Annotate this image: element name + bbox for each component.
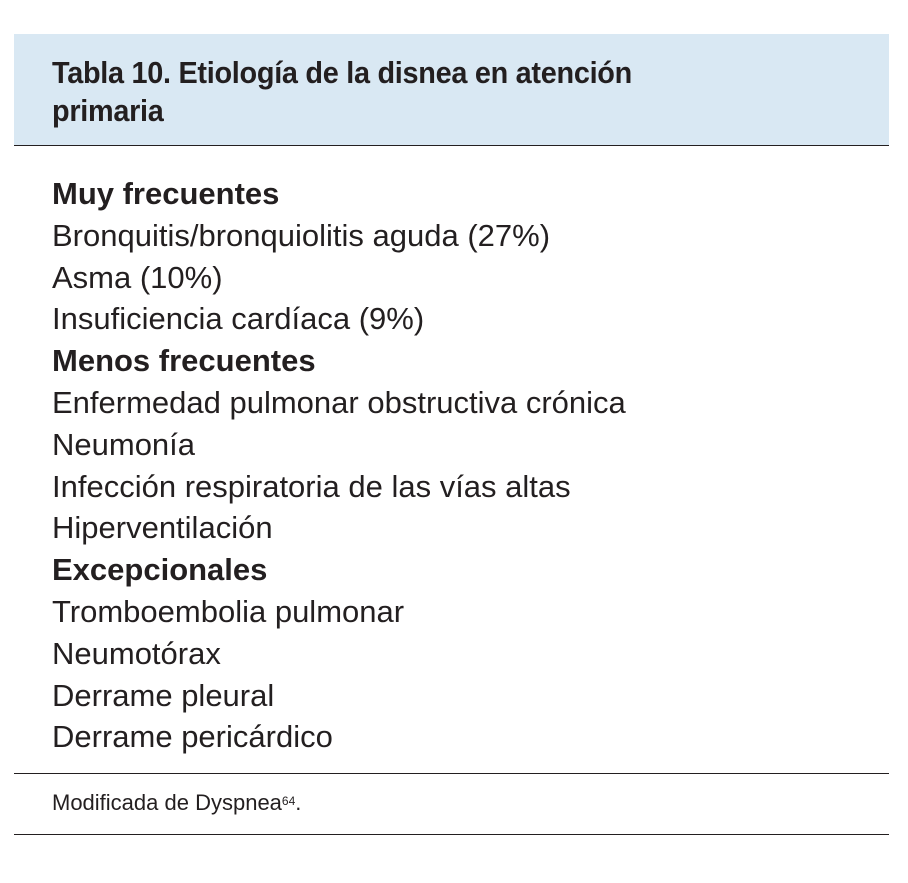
list-item: Neumonía [52, 426, 196, 462]
table-title-line-1: Tabla 10. Etiología de la disnea en atención [52, 55, 632, 90]
table-body [14, 146, 889, 774]
section-heading-very-frequent: Muy frecuentes [52, 176, 280, 211]
footnote-end: . [295, 790, 302, 815]
table-footnote [14, 774, 889, 835]
list-item: Neumotórax [52, 635, 221, 671]
table-title-line-2: primaria [52, 93, 164, 128]
list-item: Tromboembolia pulmonar [52, 593, 405, 629]
footnote-reference: 64 [281, 794, 296, 808]
list-item: Derrame pleural [52, 677, 275, 713]
list-item: Insuficiencia cardíaca (9%) [52, 301, 425, 337]
list-item: Bronquitis/bronquiolitis aguda (27%) [52, 217, 551, 253]
footnote-text: Modificada de Dyspnea [52, 790, 282, 815]
list-item: Infección respiratoria de las vías altas [52, 468, 571, 504]
list-item: Derrame pericárdico [52, 719, 333, 755]
section-heading-exceptional: Excepcionales [52, 552, 268, 588]
list-item: Hiperventilación [52, 510, 273, 546]
etiology-table [14, 34, 889, 835]
list-item: Asma (10%) [52, 259, 223, 295]
section-heading-less-frequent: Menos frecuentes [52, 343, 316, 379]
list-item: Enfermedad pulmonar obstructiva crónica [52, 384, 626, 420]
table-header [14, 34, 889, 146]
